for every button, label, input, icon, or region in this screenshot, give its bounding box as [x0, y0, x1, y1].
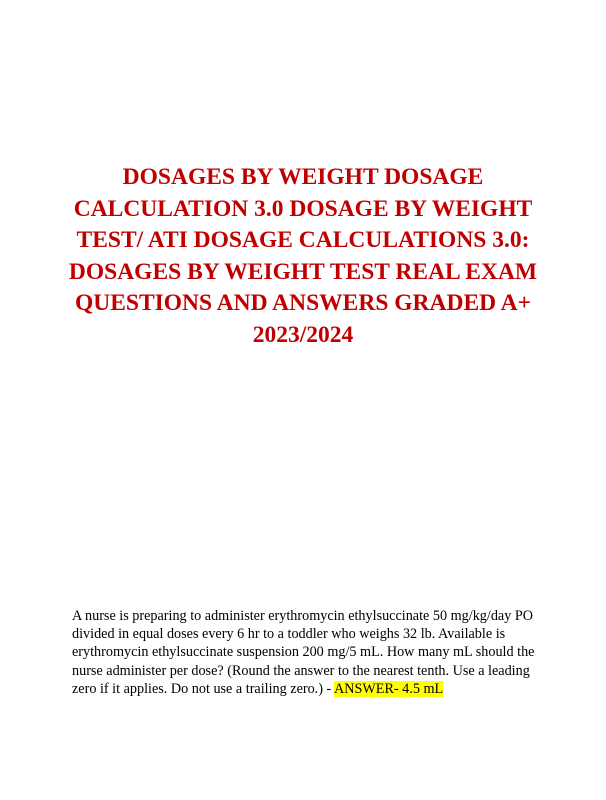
question-paragraph	[72, 607, 542, 698]
document-title: DOSAGES BY WEIGHT DOSAGE CALCULATION 3.0 DOSAGE BY WEIGHT TEST/ ATI DOSAGE CALCULATIONS 3.0: DOSAGES BY WEIGHT TEST REAL EXAM QUESTIONS AND ANSWERS GRADED A+ 2023/2024	[68, 164, 538, 348]
question-text: A nurse is preparing to administer erythromycin ethylsuccinate 50 mg/kg/day PO divided in equal doses every 6 hr to a toddler who weighs 32 lb. Available is erythromycin ethylsuccinate suspension 200 mg/5 mL. How many mL should the nurse administer per dose? (Round the answer to the nearest tenth. Use a leading zero if it applies. Do not use a trailing zero.) -	[72, 608, 535, 697]
answer-highlight: ANSWER- 4.5 mL	[334, 680, 444, 697]
